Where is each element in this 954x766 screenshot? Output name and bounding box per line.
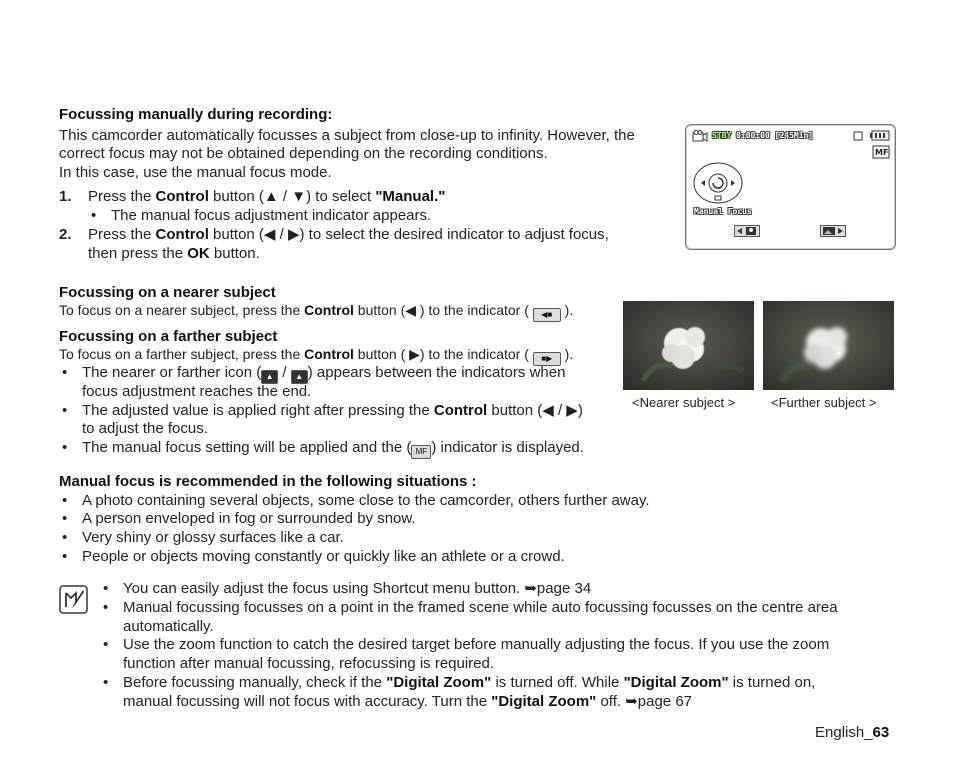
page-number: 63 [872, 724, 890, 741]
camcorder-screen [685, 124, 896, 250]
far-focus-indicator-icon [820, 225, 846, 237]
bullet: • [62, 402, 68, 419]
nearer-subject-heading: Focussing on a nearer subject [59, 284, 276, 301]
further-subject-caption: <Further subject > [771, 395, 877, 410]
recommend-item: Very shiny or glossy surfaces like a car. [82, 529, 344, 546]
remaining-time: [245Min] [774, 131, 814, 140]
storage-icon [853, 131, 863, 141]
note-1: You can easily adjust the focus using Shortcut menu button. ➥page 34 [123, 580, 592, 597]
note-4: Before focussing manually, check if the "Digital Zoom" is turned off. While "Digital Zoom" is turned on, [123, 674, 816, 691]
nearer-subject-photo [623, 301, 754, 390]
camera-mode-icon [692, 130, 708, 142]
note-2: Manual focussing focusses on a point in the framed scene while auto focussing focusses on the centre area [123, 599, 838, 616]
time-counter: 0:00:00 [736, 131, 770, 140]
footer-language: English_ [815, 724, 873, 741]
section-heading-manual-focus: Focussing manually during recording: [59, 106, 333, 123]
farthest-limit-icon: ▲ [291, 370, 308, 384]
step-2-text: Press the Control button (◀ / ▶) to select the desired indicator to adjust focus, [88, 226, 609, 243]
note-3: Use the zoom function to catch the desired target before manually adjusting the focus. If you use the zoom [123, 636, 830, 653]
recommend-item: A photo containing several objects, some close to the camcorder, others further away. [82, 492, 650, 509]
note-2-line-2: automatically. [123, 618, 214, 635]
farther-bullet-2: The adjusted value is applied right after pressing the Control button (◀ / ▶) [82, 402, 583, 419]
manual-focus-indicator-icon [872, 145, 890, 159]
bullet: • [103, 636, 109, 653]
bullet: • [62, 492, 68, 509]
page-footer [815, 724, 889, 742]
step-2-line-2: then press the OK button. [88, 245, 260, 262]
step-1-number: 1. [59, 188, 72, 205]
status-stby: STBY [712, 131, 732, 140]
control-dial-icon [692, 161, 750, 207]
bullet: • [91, 207, 97, 224]
near-focus-indicator-icon [734, 225, 760, 237]
recommend-heading: Manual focus is recommended in the following situations : [59, 473, 477, 490]
farther-bullet-1-line-2: focus adjustment reaches the end. [82, 383, 312, 400]
step-2-number: 2. [59, 226, 72, 243]
farther-bullet-2-line-2: to adjust the focus. [82, 420, 208, 437]
step-1-text: Press the Control button (▲ / ▼) to select "Manual." [88, 188, 446, 205]
intro-line-3: In this case, use the manual focus mode. [59, 164, 332, 181]
note-pencil-icon [59, 585, 88, 614]
farther-bullet-1: The nearer or farther icon ( ▲ / ▲ ) appears between the indicators when [82, 364, 565, 384]
bullet: • [62, 529, 68, 546]
bullet: • [103, 599, 109, 616]
recommend-item: People or objects moving constantly or quickly like an athlete or a crowd. [82, 548, 565, 565]
bullet: • [62, 510, 68, 527]
far-focus-icon: ■▶ [533, 352, 561, 366]
nearer-subject-caption: <Nearer subject > [632, 395, 736, 410]
farther-subject-text: To focus on a farther subject, press the Control button ( ▶) to the indicator ( ■▶ ). [59, 346, 573, 366]
bullet: • [103, 580, 109, 597]
bullet: • [62, 364, 68, 381]
step-1-bullet: The manual focus adjustment indicator appears. [111, 207, 432, 224]
intro-line-2: correct focus may not be obtained depending on the recording conditions. [59, 145, 548, 162]
farther-subject-heading: Focussing on a farther subject [59, 328, 278, 345]
note-3-line-2: function after manual focussing, refocussing is required. [123, 655, 495, 672]
note-4-line-2: manual focussing will not focus with accuracy. Turn the "Digital Zoom" off. ➥page 67 [123, 693, 692, 710]
bullet: • [62, 439, 68, 456]
intro-line-1: This camcorder automatically focusses a subject from close-up to infinity. However, the [59, 127, 635, 144]
bullet: • [103, 674, 109, 691]
bullet: • [62, 548, 68, 565]
manual-focus-label: Manual Focus [694, 207, 752, 216]
battery-icon [870, 130, 890, 141]
nearer-subject-text: To focus on a nearer subject, press the Control button (◀ ) to the indicator ( ◀■ ). [59, 302, 573, 322]
svg-text:MF: MF [875, 148, 889, 157]
nearest-limit-icon: ▲ [261, 370, 278, 384]
near-focus-icon: ◀■ [533, 308, 561, 322]
recommend-item: A person enveloped in fog or surrounded by snow. [82, 510, 416, 527]
further-subject-photo [763, 301, 894, 390]
mf-icon: MF [411, 445, 431, 459]
farther-bullet-3: The manual focus setting will be applied and the ( MF ) indicator is displayed. [82, 439, 584, 459]
